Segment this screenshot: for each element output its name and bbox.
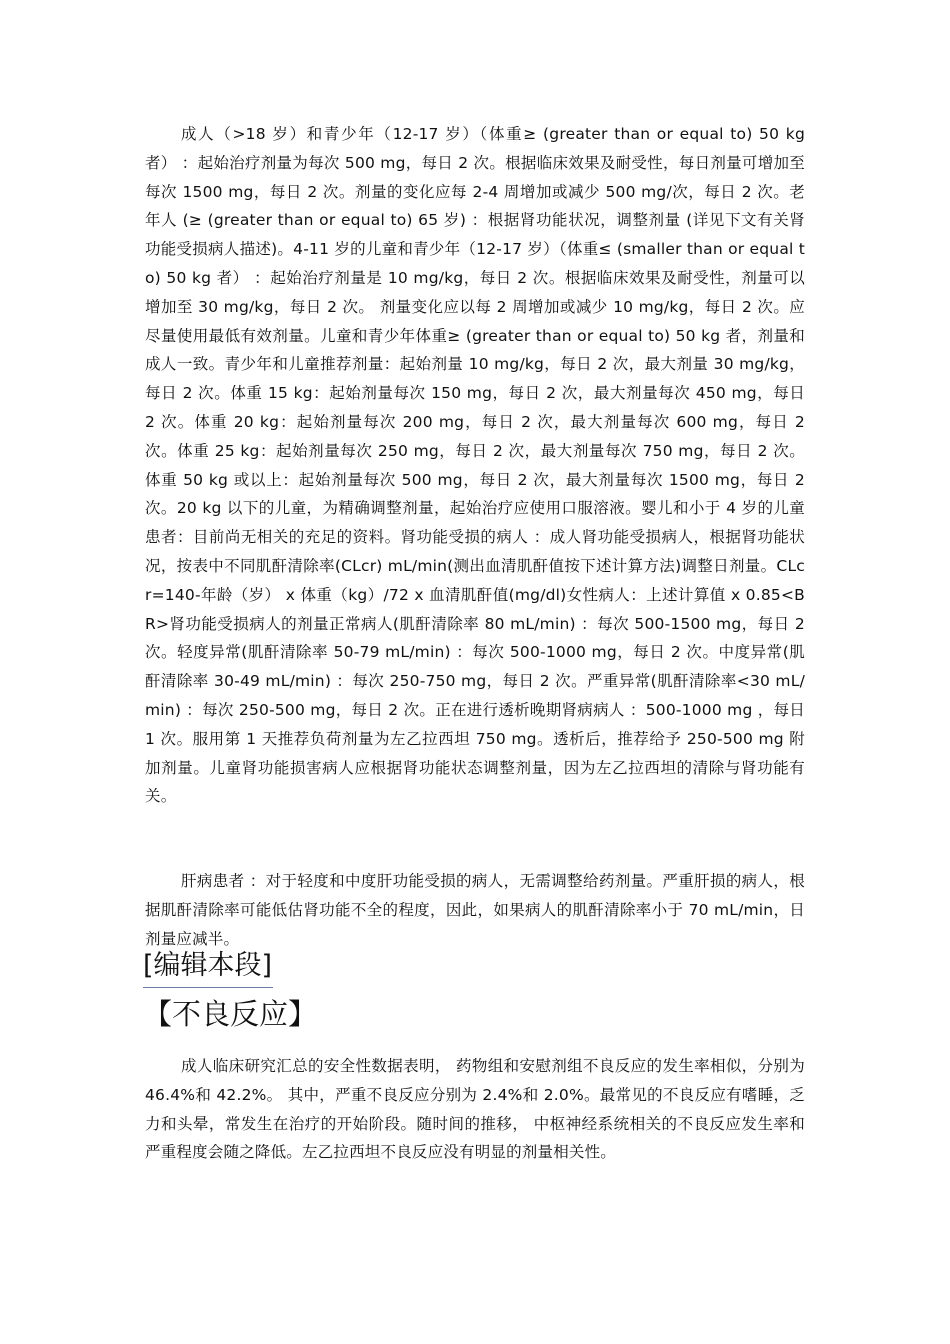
edit-section-link[interactable]: [编辑本段] xyxy=(143,946,273,988)
adverse-reactions-paragraph: 成人临床研究汇总的安全性数据表明， 药物组和安慰剂组不良反应的发生率相似，分别为 46.4%和 42.2%。 其中，严重不良反应分别为 2.4%和 2.0%。最常见的不良反应有嗜睡，乏力和头晕，常发生在治疗的开始阶段。随时间的推移， 中枢神经系统相关的不良反应发生率和严重程度会随之降低。左乙拉西坦不良反应没有明显的剂量相关性。 xyxy=(145,1057,805,1162)
dosage-paragraph: 成人（>18 岁）和青少年（12-17 岁）（体重≥ (greater than or equal to) 50 kg 者） ：起始治疗剂量为每次 500 mg，每日 2 次。根据临床效果及耐受性，每日剂量可增加至每次 1500 mg，每日 2 次。剂量的变化应每 2-4 周增加或减少 500 mg/次，每日 2 次。老年人 (≥ (greater than or equal to) 65 岁) ：根据肾功能状况，调整剂量 (详见下文有关肾功能受损病人描述)。4-11 岁的儿童和青少年（12-17 岁）（体重≤ (smaller than or equal to) 50 kg 者） ：起始治疗剂量是 10 mg/kg，每日 2 次。根据临床效果及耐受性，剂量可以增加至 30 mg/kg，每日 2 次。 剂量变化应以每 2 周增加或减少 10 mg/kg，每日 2 次。应尽量使用最低有效剂量。儿童和青少年体重≥ (greater than or equal to) 50 kg 者，剂量和成人一致。青少年和儿童推荐剂量：起始剂量 10 mg/kg，每日 2 次，最大剂量 30 mg/kg，每日 2 次。体重 15 kg：起始剂量每次 150 mg，每日 2 次，最大剂量每次 450 mg，每日 2 次。体重 20 kg：起始剂量每次 200 mg，每日 2 次，最大剂量每次 600 mg，每日 2 次。体重 25 kg：起始剂量每次 250 mg，每日 2 次，最大剂量每次 750 mg，每日 2 次。体重 50 kg 或以上：起始剂量每次 500 mg，每日 2 次，最大剂量每次 1500 mg，每日 2 次。20 kg 以下的儿童，为精确调整剂量，起始治疗应使用口服溶液。婴儿和小于 4 岁的儿童患者：目前尚无相关的充足的资料。肾功能受损的病人 ：成人肾功能受损病人，根据肾功能状况，按表中不同肌酐清除率(CLcr) mL/min(测出血清肌酐值按下述计算方法)调整日剂量。CLcr=140-年龄（岁） x 体重（kg）/72 x 血清肌酐值(mg/dl)女性病人：上述计算值 x 0.85<BR>肾功能受损病人的剂量正常病人(肌酐清除率 80 mL/min) ：每次 500-1500 mg，每日 2 次。轻度异常(肌酐清除率 50-79 mL/min) ：每次 500-1000 mg，每日 2 次。中度异常(肌酐清除率 30-49 mL/min) ：每次 250-750 mg，每日 2 次。严重异常(肌酐清除率<30 mL/min) ：每次 250-500 mg，每日 2 次。正在进行透析晚期肾病病人 ：500-1000 mg ，每日 1 次。服用第 1 天推荐负荷剂量为左乙拉西坦 750 mg。透析后，推荐给予 250-500 mg 附加剂量。儿童肾功能损害病人应根据肾功能状态调整剂量，因为左乙拉西坦的清除与肾功能有关。 xyxy=(145,125,805,806)
section-heading-adverse-reactions: 【不良反应】 xyxy=(143,997,318,1031)
liver-patients-paragraph: 肝病患者 ：对于轻度和中度肝功能受损的病人，无需调整给药剂量。严重肝损的病人，根据肌酐清除率可能低估肾功能不全的程度，因此，如果病人的肌酐清除率小于 70 mL/min，日剂量应减半。 xyxy=(145,872,805,948)
